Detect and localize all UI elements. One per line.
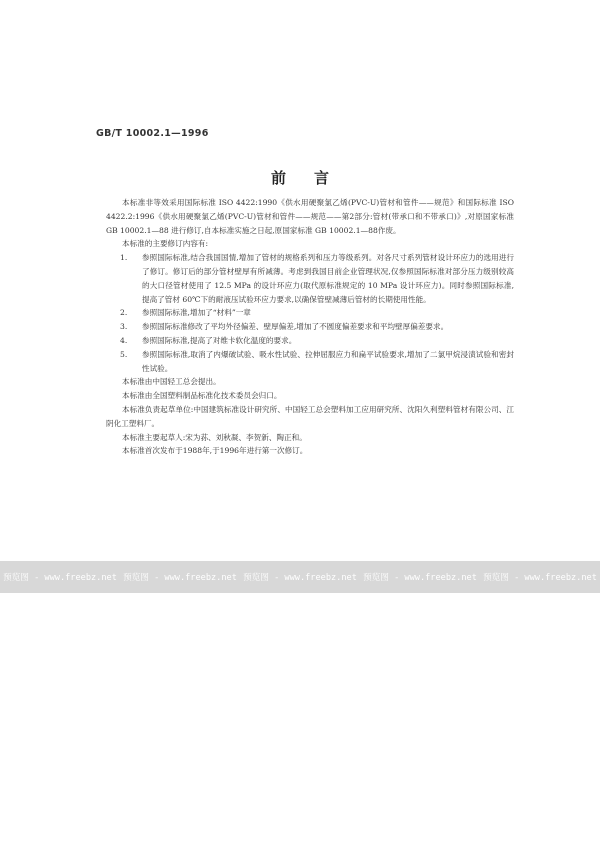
revision-item [106, 334, 514, 348]
revision-text: 参照国际标准,提高了对维卡软化温度的要求。 [142, 335, 297, 345]
preface-body [106, 196, 514, 458]
committee-paragraph: 本标准由全国塑料制品标准化技术委员会归口。 [122, 391, 282, 401]
watermark-text: 预览图 - www.freebz.net [363, 573, 477, 583]
revision-text: 参照国际标准,取消了内爆破试验、吸水性试验、拉伸屈服应力和扁平试验要求,增加了二氯甲烷浸渍试验和密封性试验。 [142, 349, 514, 373]
revision-item [106, 348, 514, 376]
revision-number: 1. [120, 253, 128, 263]
revision-text: 参照国际标准,增加了“材料”一章 [142, 308, 251, 318]
revision-item [106, 251, 514, 306]
revision-text: 参照国际标准,结合我国国情,增加了管材的规格系列和压力等级系列。对各尺寸系列管材设计环应力的选用进行了修订。修订后的部分管材壁厚有所减薄。考虑到我国目前企业管理状况,仅参照国际标准对部分压力级别较高的大口径管材使用了 12.5 MPa 的设计环应力(取代原标准规定的 10 MPa 设计环应力)。同时参照国际标准,提高了管材 60℃下的耐液压试验环应力要求,以确保管壁减薄后管材的长期使用性能。 [142, 253, 514, 304]
revision-number: 5. [120, 349, 128, 359]
watermark-text: 预览图 - www.freebz.net [483, 573, 597, 583]
revision-item [106, 320, 514, 334]
watermark-text: 预览图 - www.freebz.net [123, 573, 237, 583]
revisions-lead: 本标准的主要修订内容有: [122, 239, 209, 249]
revision-item [106, 306, 514, 320]
revision-text: 参照国际标准修改了平均外径偏差、壁厚偏差,增加了不圆度偏差要求和平均壁厚偏差要求。 [142, 322, 449, 332]
standard-code: GB/T 10002.1—1996 [96, 128, 209, 139]
intro-paragraph: 本标准非等效采用国际标准 ISO 4422:1990《供水用硬聚氯乙烯(PVC-U)管材和管件——规范》和国际标准 ISO 4422.2:1996《供水用硬聚氯乙烯(PVC-U)管材和管件——规范——第2部分:管材(带承口和不带承口)》,对原国家标准 GB 10002.1—88 进行修订,自本标准实施之日起,原国家标准 GB 10002.1—88作废。 [106, 198, 514, 235]
revision-number: 3. [120, 322, 128, 332]
drafters-paragraph: 本标准主要起草人:宋为荪、刘秋凝、李贺新、陶正和。 [122, 432, 307, 442]
publication-history-paragraph: 本标准首次发布于1988年,于1996年进行第一次修订。 [122, 446, 308, 456]
proposer-paragraph: 本标准由中国轻工总会提出。 [122, 377, 221, 387]
revision-list [106, 251, 514, 375]
page-title: 前言 [270, 169, 357, 187]
watermark-row [0, 561, 600, 593]
watermark-text: 预览图 - www.freebz.net [3, 573, 117, 583]
drafting-units-paragraph: 本标准负责起草单位:中国建筑标准设计研究所、中国轻工总会塑料加工应用研究所、沈阳久利塑料管材有限公司、江阴化工塑料厂。 [106, 404, 514, 428]
revision-number: 2. [120, 308, 128, 318]
watermark-text: 预览图 - www.freebz.net [243, 573, 357, 583]
revision-number: 4. [120, 335, 128, 345]
watermark-band [0, 561, 600, 593]
